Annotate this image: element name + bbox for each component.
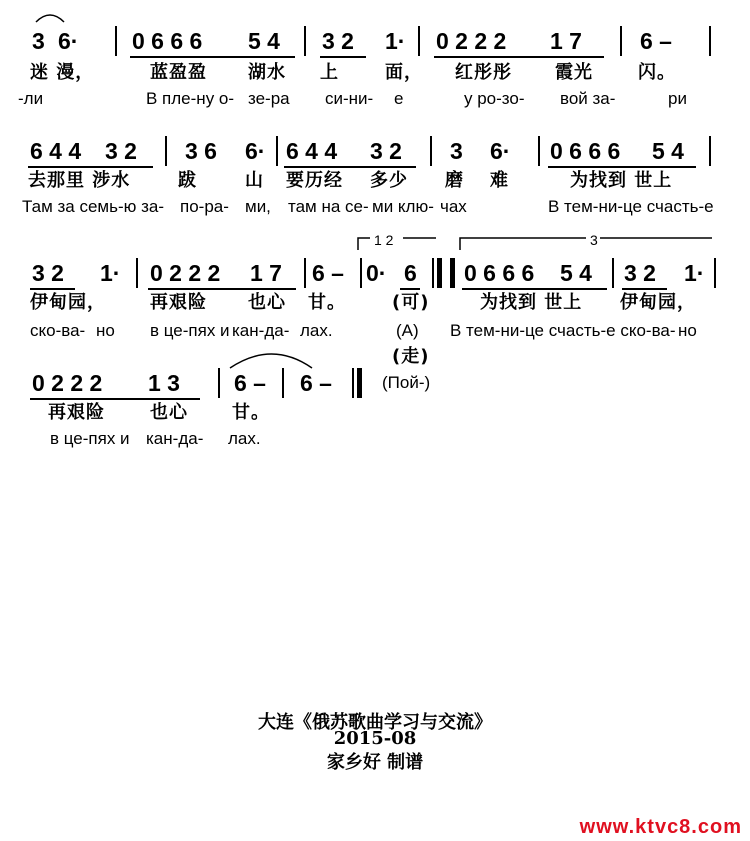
- beam-line: [148, 288, 296, 290]
- note: 0·: [366, 260, 387, 286]
- beam-line: [284, 166, 416, 168]
- lyric: 甘。: [232, 402, 270, 423]
- lyric: в це-пях и: [150, 321, 230, 340]
- note: 0 6 6 6: [550, 138, 621, 164]
- lyric: ми клю-: [372, 197, 434, 216]
- lyric: 山: [245, 170, 264, 191]
- note: 3 2: [105, 138, 137, 164]
- bar-line: [709, 26, 711, 56]
- volta-label-1: 1 2: [374, 232, 394, 248]
- note: 3 2: [370, 138, 402, 164]
- lyric: (Пой-): [382, 373, 431, 392]
- credit-author: 家乡好 制谱: [326, 752, 424, 773]
- beam-line: [622, 288, 667, 290]
- lyric: 跋: [178, 170, 197, 191]
- lyric: 也心: [248, 292, 286, 313]
- lyric: 湖水: [248, 62, 286, 83]
- lyric: 难: [490, 170, 509, 191]
- lyric: 也心: [150, 402, 188, 423]
- lyric: (走): [392, 346, 430, 367]
- bar-line: [709, 136, 711, 166]
- beam-line: [30, 398, 200, 400]
- lyric: 红彤彤: [455, 62, 512, 83]
- lyric: Там за семь-ю за-: [22, 197, 165, 216]
- lyric: (可): [392, 292, 430, 313]
- lyric: -ли: [18, 89, 44, 108]
- lyric: у ро-зо-: [464, 89, 525, 108]
- lyric: 闪。: [638, 62, 676, 83]
- lyric: чах: [440, 197, 467, 216]
- note: 1·: [684, 260, 705, 286]
- beam-line: [462, 288, 607, 290]
- bar-line: [430, 136, 432, 166]
- bar-line: [304, 258, 306, 288]
- lyric: е: [394, 89, 404, 108]
- repeat-bar: [437, 258, 442, 288]
- lyrics-cn-row-2: [0, 172, 750, 196]
- note: 3 2: [322, 28, 354, 54]
- lyric: 面，: [385, 62, 423, 83]
- lyric: там на се-: [288, 197, 369, 216]
- bar-line: [612, 258, 614, 288]
- beam-line: [434, 56, 604, 58]
- lyric: 多少: [370, 170, 408, 191]
- note: 6 4 4: [286, 138, 338, 164]
- note: 0 2 2 2: [436, 28, 507, 54]
- lyric: си-ни-: [325, 89, 374, 108]
- lyric: но: [678, 321, 697, 340]
- note: 0 6 6 6: [132, 28, 203, 54]
- note: 3 2: [624, 260, 656, 286]
- bar-line: [418, 26, 420, 56]
- note: 6 4 4: [30, 138, 82, 164]
- note: 3 2: [32, 260, 64, 286]
- note: 6 –: [312, 260, 344, 286]
- lyric: 上: [320, 62, 339, 83]
- bar-line: [620, 26, 622, 56]
- note: 0 2 2 2: [150, 260, 221, 286]
- lyric: 伊甸园，: [30, 292, 106, 313]
- bar-line: [136, 258, 138, 288]
- bar-line: [538, 136, 540, 166]
- note: 6 –: [640, 28, 672, 54]
- note: 3: [450, 138, 463, 164]
- lyric: ско-ва-: [30, 321, 86, 340]
- score-row-1: [0, 30, 750, 54]
- note: 1 7: [550, 28, 582, 54]
- bar-line: [218, 368, 220, 398]
- score-row-2: [0, 140, 750, 164]
- lyric: но: [96, 321, 115, 340]
- bar-line: [360, 258, 362, 288]
- bar-line: [304, 26, 306, 56]
- bar-line: [352, 368, 354, 398]
- score-row-4: [0, 372, 750, 396]
- watermark: www.ktvc8.com: [579, 816, 742, 838]
- note: 6·: [58, 28, 79, 54]
- lyric: 再艰险: [48, 402, 105, 423]
- beam-line: [130, 56, 295, 58]
- lyric: кан-да-: [232, 321, 290, 340]
- bar-line: [115, 26, 117, 56]
- credit-date: 2015-08: [333, 728, 417, 749]
- lyric: 再艰险: [150, 292, 207, 313]
- lyric: 为找到 世上: [570, 170, 673, 191]
- bar-line: [282, 368, 284, 398]
- note: 0 6 6 6: [464, 260, 535, 286]
- lyric: В тем-ни-це счасть-е ско-ва-: [450, 321, 676, 340]
- lyrics-ru-row-2: [0, 198, 750, 222]
- lyric: лах.: [228, 429, 261, 448]
- final-bar: [357, 368, 362, 398]
- beam-line: [30, 288, 75, 290]
- lyrics-cn-row-1: [0, 64, 750, 88]
- note: 1·: [100, 260, 121, 286]
- volta-label-2: 3: [590, 232, 598, 248]
- lyric: 伊甸园，: [620, 292, 696, 313]
- beam-line: [320, 56, 366, 58]
- lyrics-cn-row-3: [0, 294, 750, 318]
- note: 6 –: [234, 370, 266, 396]
- lyric: по-ра-: [180, 197, 229, 216]
- beam-line: [548, 166, 696, 168]
- note: 6 –: [300, 370, 332, 396]
- lyric: (А): [396, 321, 419, 340]
- lyric: 蓝盈盈: [150, 62, 207, 83]
- note: 5 4: [560, 260, 592, 286]
- lyric: ми,: [245, 197, 271, 216]
- lyric: зе-ра: [248, 89, 290, 108]
- note: 6·: [245, 138, 266, 164]
- score-row-3: [0, 262, 750, 286]
- bar-line: [165, 136, 167, 166]
- lyric: 要历经: [286, 170, 343, 191]
- bar-line: [276, 136, 278, 166]
- lyrics-ru-row-3: [0, 322, 750, 346]
- bar-line: [714, 258, 716, 288]
- credit-source: 大连《俄苏歌曲学习与交流》: [258, 712, 492, 733]
- beam-line: [400, 288, 420, 290]
- note: 1 7: [250, 260, 282, 286]
- note: 5 4: [248, 28, 280, 54]
- note: 6·: [490, 138, 511, 164]
- note: 1·: [385, 28, 406, 54]
- lyric: вой за-: [560, 89, 616, 108]
- lyric: ри: [668, 89, 687, 108]
- lyric: В пле-ну о-: [146, 89, 235, 108]
- lyric: 霞光: [555, 62, 593, 83]
- lyric: в це-пях и: [50, 429, 130, 448]
- note: 6: [404, 260, 417, 286]
- lyric: 去那里 涉水: [28, 170, 131, 191]
- lyric: 为找到 世上: [480, 292, 583, 313]
- lyric: 甘。: [308, 292, 346, 313]
- repeat-bar: [450, 258, 455, 288]
- lyric: В тем-ни-це счасть-е: [548, 197, 714, 216]
- lyric: лах.: [300, 321, 333, 340]
- lyric: 迷 漫，: [30, 62, 95, 83]
- note: 3 6: [185, 138, 217, 164]
- bar-line: [432, 258, 434, 288]
- lyric: 磨: [445, 170, 464, 191]
- beam-line: [28, 166, 153, 168]
- note: 1 3: [148, 370, 180, 396]
- lyrics-ru-row-1: [0, 90, 750, 114]
- lyric: кан-да-: [146, 429, 204, 448]
- note: 5 4: [652, 138, 684, 164]
- note: 0 2 2 2: [32, 370, 103, 396]
- note: 3: [32, 28, 45, 54]
